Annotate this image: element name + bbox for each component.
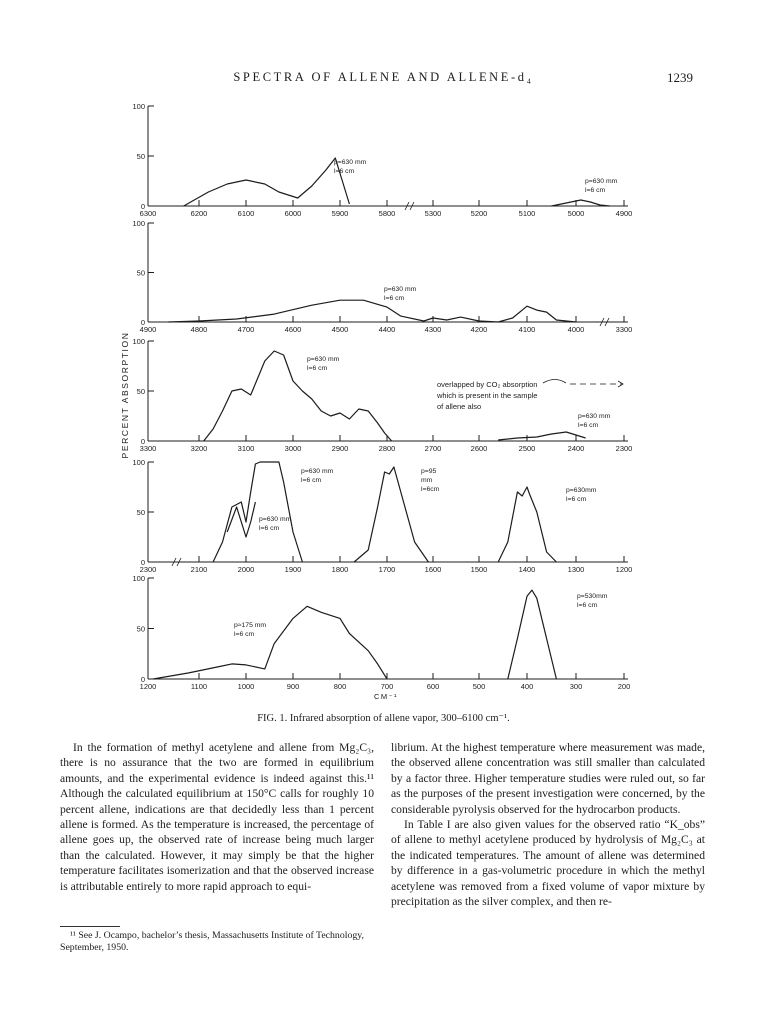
figure-caption: FIG. 1. Infrared absorption of allene vapor, 300–6100 cm⁻¹. — [257, 713, 510, 724]
x-tick-label: 2100 — [190, 565, 208, 574]
pressure-pathlength-label: p=630mm — [566, 487, 597, 494]
pressure-pathlength-label: l=6 cm — [578, 422, 599, 429]
spectrum-curve — [498, 487, 556, 562]
x-tick-label: 6300 — [139, 209, 157, 218]
x-tick-label: 400 — [520, 682, 534, 691]
y-axis-label: PERCENT ABSORPTION — [120, 331, 130, 459]
running-title: SPECTRA OF ALLENE AND ALLENE-d₄ — [233, 70, 534, 84]
x-tick-label: 2700 — [424, 444, 442, 453]
x-tick-label: 300 — [569, 682, 583, 691]
page-number: 1239 — [667, 70, 693, 85]
co2-note-line: overlapped by CO₂ absorption — [437, 380, 538, 389]
co2-arrow — [543, 380, 623, 388]
x-tick-label: 1300 — [567, 565, 585, 574]
spectrum-panel — [132, 574, 630, 691]
x-tick-label: 4800 — [190, 325, 208, 334]
spectrum-curve — [153, 606, 387, 679]
x-tick-label: 4500 — [331, 325, 349, 334]
x-tick-label: 4000 — [567, 325, 585, 334]
x-tick-label: 800 — [333, 682, 347, 691]
x-tick-label: 5300 — [424, 209, 442, 218]
spectrum-curve — [552, 200, 610, 206]
y-tick-label: 0 — [140, 558, 145, 567]
pressure-pathlength-label: l=6 cm — [566, 496, 587, 503]
y-tick-label: 100 — [132, 337, 145, 346]
x-tick-label: 3100 — [237, 444, 255, 453]
x-tick-label: 1000 — [237, 682, 255, 691]
pressure-pathlength-label: l=6 cm — [334, 168, 355, 175]
pressure-pathlength-label: p=630 mm — [334, 159, 367, 166]
x-tick-label: 4200 — [470, 325, 488, 334]
y-tick-label: 50 — [136, 624, 145, 634]
x-tick-label: 1200 — [615, 565, 633, 574]
x-tick-label: 4300 — [424, 325, 442, 334]
spectrum-curve — [354, 467, 428, 562]
x-tick-label: 1800 — [331, 565, 349, 574]
y-tick-label: 50 — [136, 508, 145, 517]
pressure-pathlength-label: l=6 cm — [585, 187, 606, 194]
y-tick-label: 0 — [140, 318, 145, 327]
x-tick-label: 1400 — [518, 565, 536, 574]
spectrum-curve — [508, 590, 557, 679]
spectrum-curve — [213, 462, 302, 562]
pressure-pathlength-label: p=630 mm — [578, 413, 611, 420]
co2-note-line: which is present in the sample — [437, 391, 538, 400]
x-tick-label: 700 — [380, 682, 394, 691]
pressure-pathlength-label: p=630 mm — [384, 286, 417, 293]
y-tick-label: 100 — [132, 102, 145, 111]
spectrum-curve — [498, 432, 585, 440]
x-tick-label: 5200 — [470, 209, 488, 218]
spectra-panels — [132, 102, 632, 691]
y-tick-label: 50 — [136, 387, 145, 396]
y-tick-label: 0 — [140, 675, 145, 684]
x-tick-label: 6000 — [284, 209, 302, 218]
pressure-pathlength-label: l=6 cm — [301, 477, 322, 484]
x-tick-label: 2300 — [139, 565, 157, 574]
x-tick-label: 4400 — [378, 325, 396, 334]
x-tick-label: 2400 — [567, 444, 585, 453]
pressure-pathlength-label: l=6 cm — [577, 602, 598, 609]
pressure-pathlength-label: mm — [421, 477, 433, 484]
spectrum-curve — [168, 300, 576, 322]
x-tick-label: 3300 — [139, 444, 157, 453]
x-tick-label: 1900 — [284, 565, 302, 574]
x-tick-label: 5800 — [378, 209, 396, 218]
right-column — [391, 740, 705, 909]
x-tick-label: 1500 — [470, 565, 488, 574]
pressure-pathlength-label: l=6 cm — [384, 295, 405, 302]
x-tick-label: 2900 — [331, 444, 349, 453]
spectrum-panel — [132, 337, 632, 453]
x-tick-label: 2800 — [378, 444, 396, 453]
x-tick-label: 5100 — [518, 209, 536, 218]
body-paragraph: librium. At the highest temperature where measurement was made, the observed allene concentration was still smaller than calculated by a factor three. Higher temperature studies were ruled out, so far as the purposes of the present investigation were concerned, by the considerable pyrolysis observed for the hydrocarbon products. — [391, 741, 705, 816]
x-tick-label: 2500 — [518, 444, 536, 453]
spectrum-panel — [132, 102, 632, 218]
pressure-pathlength-label: p=630 mm — [307, 356, 340, 363]
y-tick-label: 100 — [132, 574, 145, 583]
x-tick-label: 4700 — [237, 325, 255, 334]
x-tick-label: 4600 — [284, 325, 302, 334]
co2-note-line: of allene also — [437, 402, 482, 411]
pressure-pathlength-label: p=630 mm — [585, 178, 618, 185]
x-tick-label: 3300 — [615, 325, 633, 334]
x-tick-label: 4100 — [518, 325, 536, 334]
pressure-pathlength-label: l=6cm — [421, 486, 440, 493]
pressure-pathlength-label: p=630 mm — [301, 468, 334, 475]
x-axis-label: CM⁻¹ — [373, 692, 399, 701]
x-tick-label: 5000 — [567, 209, 585, 218]
x-tick-label: 1600 — [424, 565, 442, 574]
x-tick-label: 1700 — [378, 565, 396, 574]
x-tick-label: 5900 — [331, 209, 349, 218]
x-tick-label: 500 — [472, 682, 486, 691]
spectrum-panel — [132, 458, 632, 574]
x-tick-label: 1200 — [139, 682, 157, 691]
y-tick-label: 50 — [136, 268, 145, 278]
x-tick-label: 2000 — [237, 565, 255, 574]
x-tick-label: 3200 — [190, 444, 208, 453]
y-tick-label: 50 — [136, 152, 145, 161]
x-tick-label: 200 — [617, 682, 631, 691]
footnote: ¹¹ See J. Ocampo, bachelor’s thesis, Massachusetts Institute of Technology, September, 1950. — [60, 930, 364, 953]
x-tick-label: 4900 — [139, 325, 157, 334]
spectrum-curve — [204, 351, 392, 441]
x-tick-label: 900 — [286, 682, 300, 691]
x-tick-label: 2600 — [470, 444, 488, 453]
x-tick-label: 2300 — [615, 444, 633, 453]
y-tick-label: 0 — [140, 202, 145, 211]
pressure-pathlength-label: p=630 mm — [259, 516, 292, 523]
y-tick-label: 0 — [140, 437, 145, 446]
x-tick-label: 1100 — [190, 682, 208, 691]
pressure-pathlength-label: l=6 cm — [234, 631, 255, 638]
footnote-rule — [60, 926, 120, 927]
x-tick-label: 600 — [426, 682, 440, 691]
x-tick-label: 6200 — [190, 209, 208, 218]
pressure-pathlength-label: p=530mm — [577, 593, 608, 600]
pressure-pathlength-label: l=6 cm — [307, 365, 328, 372]
body-paragraph: In Table I are also given values for the observed ratio “K_obs” of allene to methyl acetylene produced by hydrolysis of Mg₂C₃ at the indicated temperatures. The amount of allene was determined by difference in a gas-volumetric procedure in which the methyl acetylene was removed from a fixed volume of vapor mixture by precipitation as the silver complex, and then re- — [391, 818, 705, 909]
y-tick-label: 100 — [132, 458, 145, 467]
spectrum-curve — [184, 158, 350, 206]
x-tick-label: 4900 — [615, 209, 633, 218]
x-tick-label: 3000 — [284, 444, 302, 453]
spectrum-panel — [132, 219, 632, 334]
y-tick-label: 100 — [132, 219, 145, 228]
body-paragraph: In the formation of methyl acetylene and allene from Mg₂C₃, there is no assurance that the two are formed in equilibrium amounts, and the experimental evidence is indeed against this.¹¹ Although the calculated equilibrium at 150°C calls for roughly 10 percent allene, indications are that decidedly less than 1 percent allene is formed. As the temperature is increased, the percentage of allene goes up, the observed rate of increase being much larger than the calculated. However, it may simply be that the higher temperature facilitates isomerization and that the observed increase is attributable entirely to more rapid approach to equi- — [60, 741, 374, 893]
left-column — [60, 740, 374, 894]
pressure-pathlength-label: p≈175 mm — [234, 622, 267, 629]
x-tick-label: 6100 — [237, 209, 255, 218]
pressure-pathlength-label: l=6 cm — [259, 525, 280, 532]
pressure-pathlength-label: p=95 — [421, 468, 437, 475]
